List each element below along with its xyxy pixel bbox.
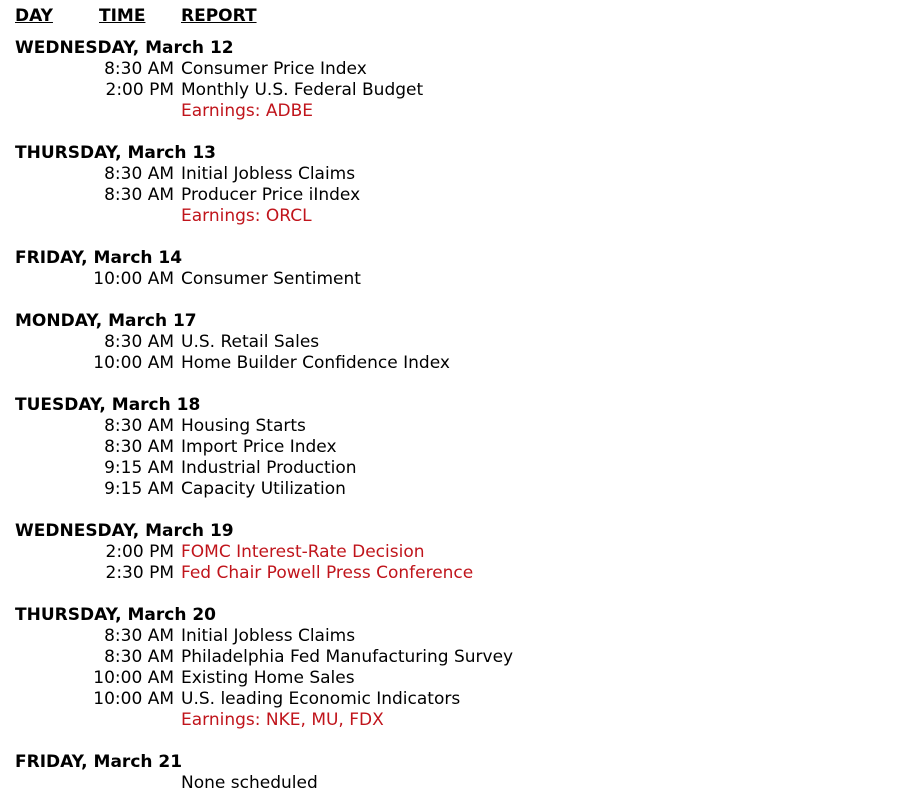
event-report: Initial Jobless Claims — [181, 164, 356, 184]
event-row — [15, 185, 885, 206]
event-report: Import Price Index — [181, 437, 337, 457]
day-label: FRIDAY, March 21 — [15, 752, 183, 772]
economic-calendar — [15, 6, 885, 794]
event-time: 9:15 AM — [104, 479, 174, 499]
event-row — [15, 689, 885, 710]
event-report: Monthly U.S. Federal Budget — [181, 80, 424, 100]
event-row — [15, 101, 885, 122]
event-row — [15, 206, 885, 227]
day-block — [15, 395, 885, 500]
event-time: 10:00 AM — [93, 269, 174, 289]
column-header-row — [15, 6, 885, 27]
event-time: 2:00 PM — [105, 80, 174, 100]
event-row — [15, 710, 885, 731]
event-report: Producer Price iIndex — [181, 185, 361, 205]
event-time: 8:30 AM — [104, 437, 174, 457]
event-time: 2:00 PM — [105, 542, 174, 562]
event-row — [15, 479, 885, 500]
event-time: 10:00 AM — [93, 668, 174, 688]
event-report: Initial Jobless Claims — [181, 626, 356, 646]
event-time: 10:00 AM — [93, 353, 174, 373]
event-row — [15, 647, 885, 668]
event-report-highlight: Earnings: ADBE — [181, 101, 314, 121]
day-label: THURSDAY, March 20 — [15, 605, 217, 625]
event-report: Capacity Utilization — [181, 479, 346, 499]
event-report: Consumer Price Index — [181, 59, 367, 79]
event-row — [15, 416, 885, 437]
day-label: MONDAY, March 17 — [15, 311, 197, 331]
day-label: WEDNESDAY, March 19 — [15, 521, 234, 541]
day-block — [15, 248, 885, 290]
event-time: 8:30 AM — [104, 626, 174, 646]
day-block — [15, 605, 885, 731]
column-header-report: REPORT — [181, 6, 257, 26]
event-row — [15, 80, 885, 101]
event-row — [15, 542, 885, 563]
day-label: FRIDAY, March 14 — [15, 248, 183, 268]
day-label: WEDNESDAY, March 12 — [15, 38, 234, 58]
event-report-highlight: FOMC Interest-Rate Decision — [181, 542, 425, 562]
event-report-highlight: Earnings: ORCL — [181, 206, 312, 226]
day-block — [15, 752, 885, 794]
event-row — [15, 269, 885, 290]
event-report-highlight: Earnings: NKE, MU, FDX — [181, 710, 384, 730]
event-report: Existing Home Sales — [181, 668, 355, 688]
day-block — [15, 38, 885, 122]
day-block — [15, 521, 885, 584]
event-time: 8:30 AM — [104, 416, 174, 436]
event-row — [15, 353, 885, 374]
event-report-highlight: Fed Chair Powell Press Conference — [181, 563, 474, 583]
event-row — [15, 332, 885, 353]
event-report: Housing Starts — [181, 416, 306, 436]
event-time: 8:30 AM — [104, 647, 174, 667]
event-report: Philadelphia Fed Manufacturing Survey — [181, 647, 514, 667]
event-report: U.S. Retail Sales — [181, 332, 320, 352]
event-time: 8:30 AM — [104, 332, 174, 352]
event-report: Consumer Sentiment — [181, 269, 361, 289]
event-row — [15, 668, 885, 689]
event-row — [15, 773, 885, 794]
event-row — [15, 164, 885, 185]
day-list — [15, 38, 885, 794]
event-time: 10:00 AM — [93, 689, 174, 709]
day-block — [15, 311, 885, 374]
event-time: 8:30 AM — [104, 59, 174, 79]
event-time: 9:15 AM — [104, 458, 174, 478]
event-row — [15, 626, 885, 647]
event-time: 8:30 AM — [104, 164, 174, 184]
day-block — [15, 143, 885, 227]
day-label: TUESDAY, March 18 — [15, 395, 201, 415]
event-report: U.S. leading Economic Indicators — [181, 689, 461, 709]
event-row — [15, 458, 885, 479]
day-label: THURSDAY, March 13 — [15, 143, 217, 163]
event-time: 2:30 PM — [105, 563, 174, 583]
column-header-day: DAY — [15, 6, 53, 26]
event-report: Home Builder Confidence Index — [181, 353, 450, 373]
event-time: 8:30 AM — [104, 185, 174, 205]
column-header-time: TIME — [99, 6, 146, 26]
event-report: Industrial Production — [181, 458, 357, 478]
event-row — [15, 437, 885, 458]
event-row — [15, 563, 885, 584]
event-report: None scheduled — [181, 773, 318, 793]
event-row — [15, 59, 885, 80]
